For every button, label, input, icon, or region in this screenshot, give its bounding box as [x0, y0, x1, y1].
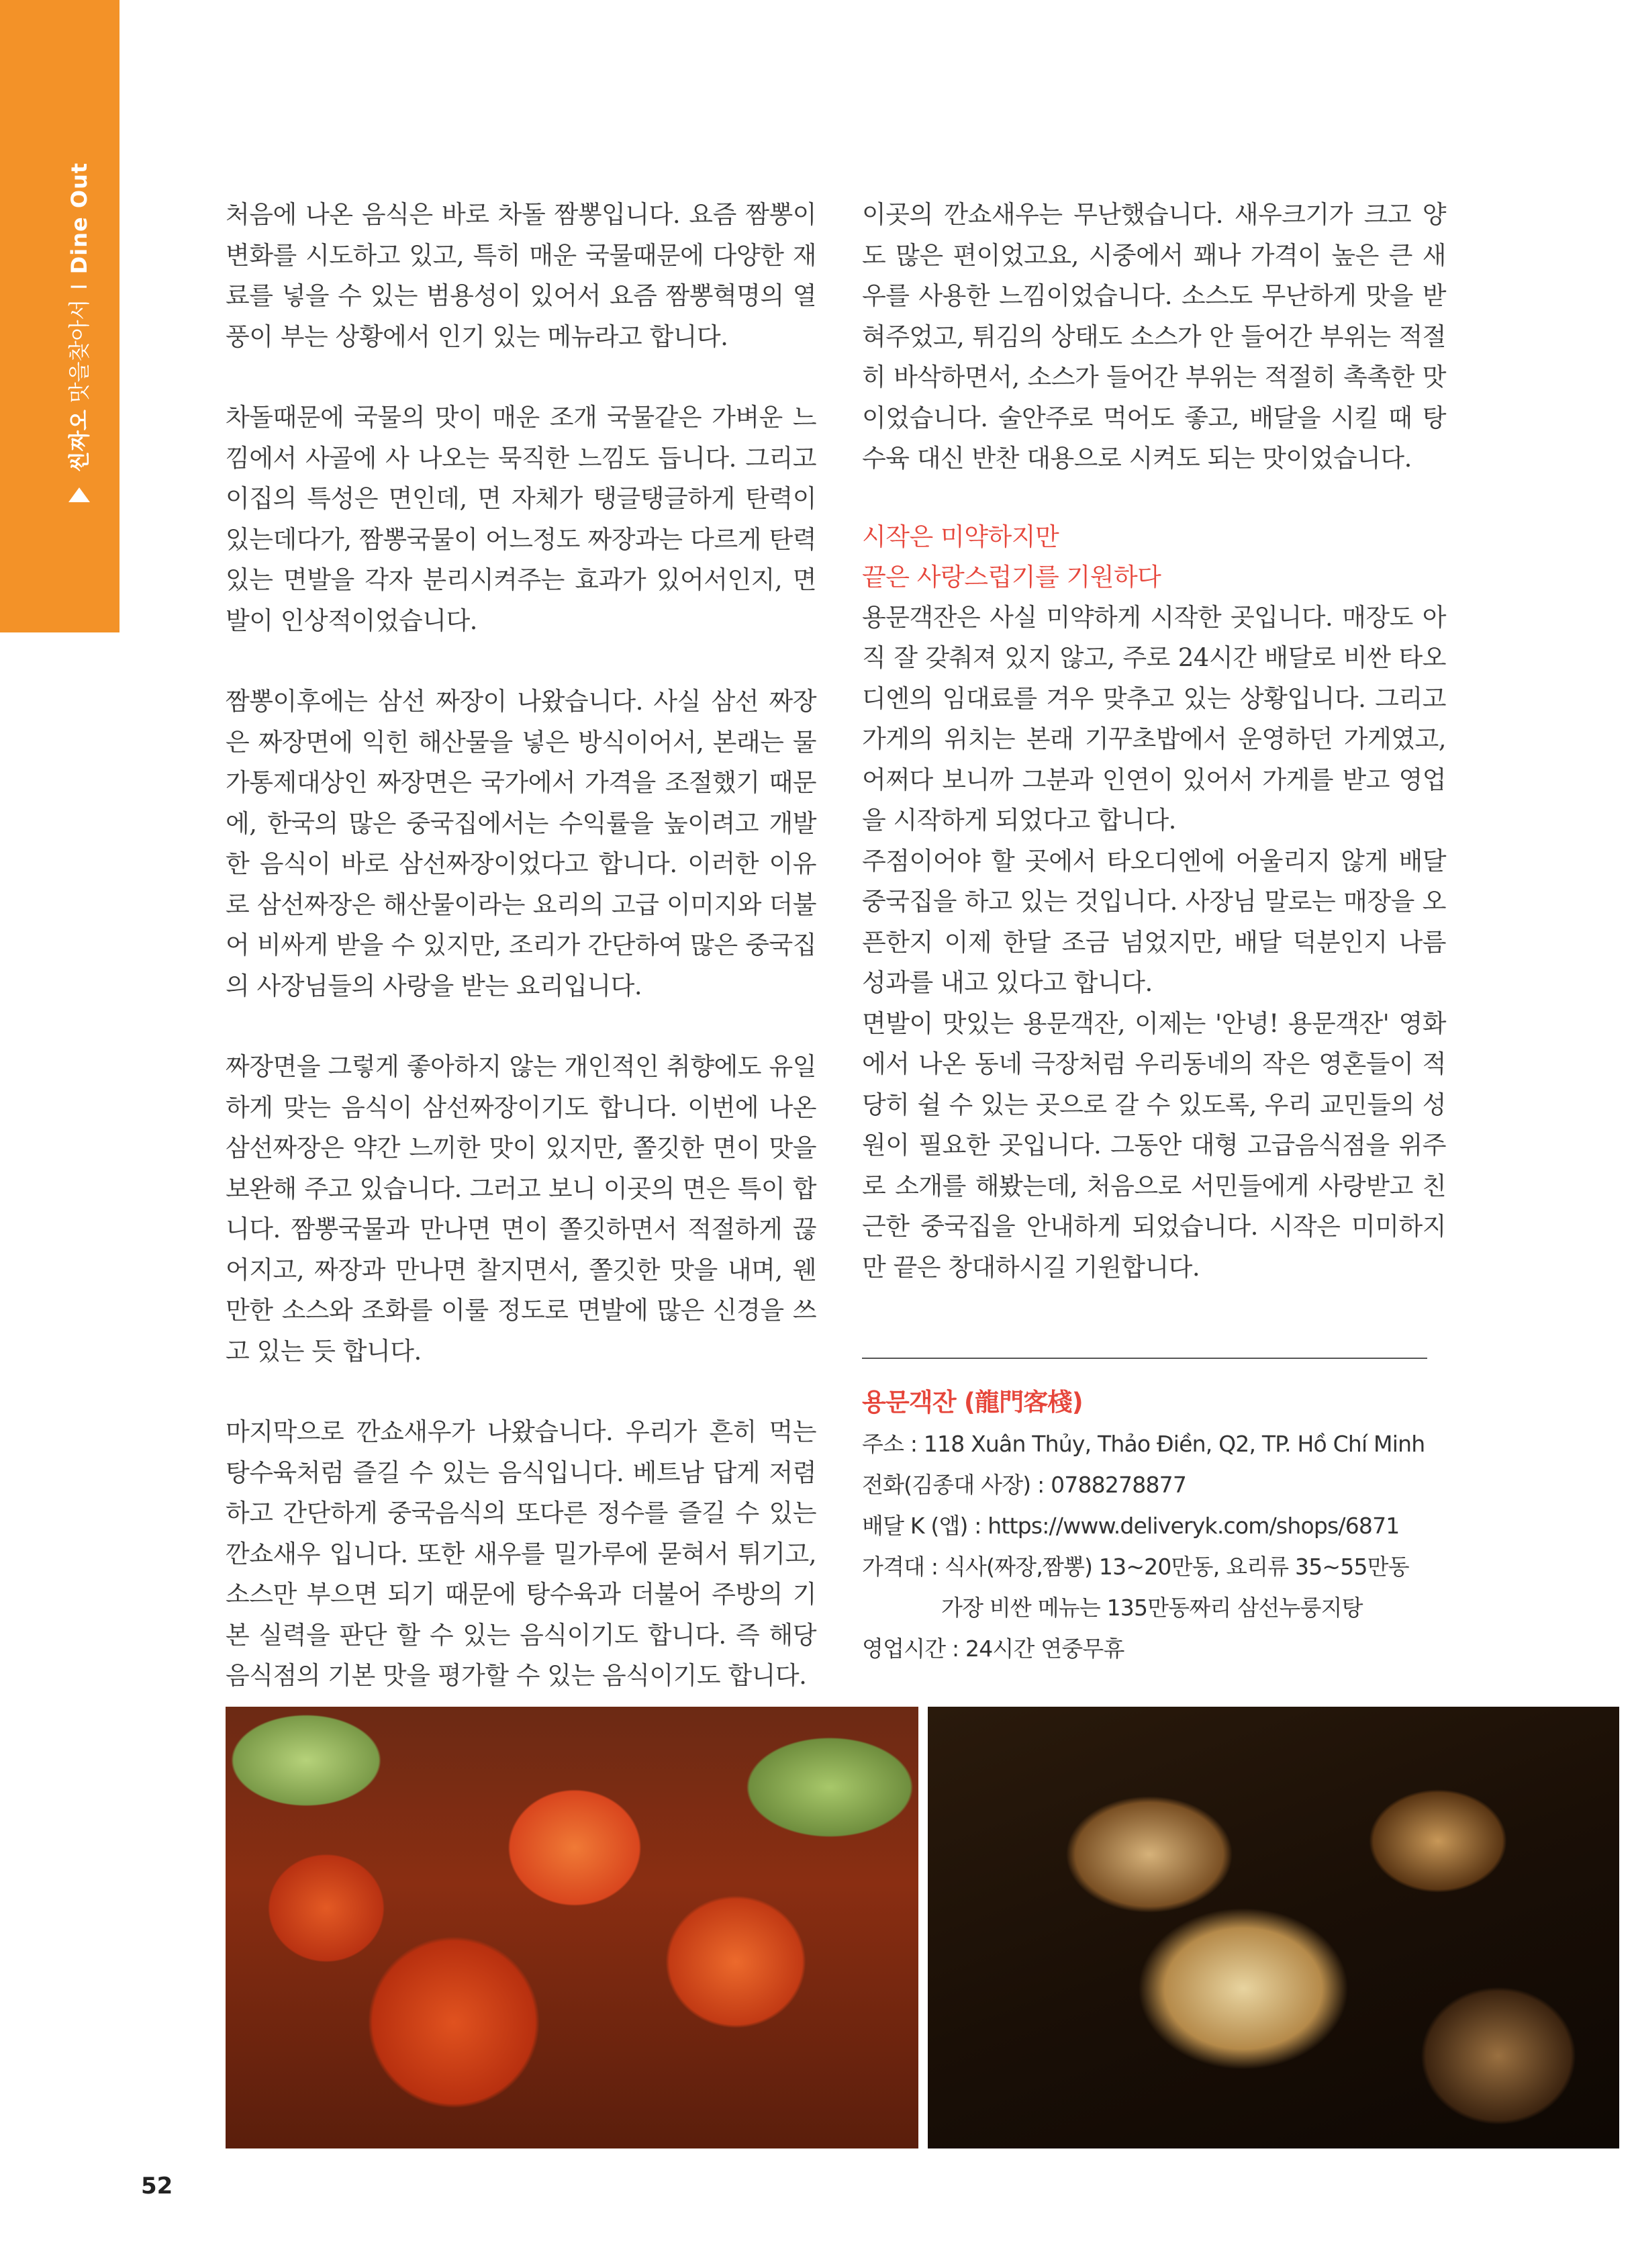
page-number: 52: [141, 2173, 173, 2200]
shop-phone: 전화(김종대 사장) : 0788278877: [862, 1472, 1187, 1498]
shrimp-dish-photo: [226, 1707, 918, 2148]
body-paragraph: 짬뽕이후에는 삼선 짜장이 나왔습니다. 사실 삼선 짜장은 짜장면에 익힌 해산물을 넣은 방식이어서, 본래는 물가통제대상인 짜장면은 국가에서 가격을 조절했기 때문에, 한국의 많은 중국집에서는 수익률을 높이려고 개발한 음식이 바로 삼선짜장이었다고 합니다. 이러한 이유로 삼선짜장은 해산물이라는 요리의 고급 이미지와 더불어 비싸게 받을 수 있지만, 조리가 간단하여 많은 중국집의 사장님들의 사랑을 받는 요리입니다.: [226, 687, 816, 1000]
shop-address: 주소 : 118 Xuân Thủy, Thảo Điền, Q2, TP. Hồ Chí Minh: [862, 1431, 1425, 1457]
shop-price-note: 가장 비싼 메뉴는 135만동짜리 삼선누룽지탕: [941, 1595, 1363, 1621]
body-paragraph: 주점이어야 할 곳에서 타오디엔에 어울리지 않게 배달 중국집을 하고 있는 것입니다. 사장님 말로는 매장을 오픈한지 이제 한달 조금 넘었지만, 배달 덕분인지 나름 성과를 내고 있다고 합니다.: [862, 846, 1446, 997]
body-paragraph: 처음에 나온 음식은 바로 차돌 짬뽕입니다. 요즘 짬뽕이 변화를 시도하고 있고, 특히 매운 국물때문에 다양한 재료를 넣을 수 있는 범용성이 있어서 요즘 짬뽕혁명의 열풍이 부는 상황에서 인기 있는 메뉴라고 합니다.: [226, 200, 816, 351]
body-paragraph: 용문객잔은 사실 미약하게 시작한 곳입니다. 매장도 아직 잘 갖춰져 있지 않고, 주로 24시간 배달로 비싼 타오디엔의 임대료를 겨우 맞추고 있는 상황입니다. 그리고 가게의 위치는 본래 기꾸초밥에서 운영하던 가게였고, 어쩌다 보니까 그분과 인연이 있어서 가게를 받고 영업을 시작하게 되었다고 합니다.: [862, 602, 1446, 835]
section-heading: 끝은 사랑스럽기를 기원하다: [862, 562, 1161, 592]
left-column: [226, 195, 816, 1737]
body-paragraph: 짜장면을 그렇게 좋아하지 않는 개인적인 취향에도 유일하게 맞는 음식이 삼선짜장이기도 합니다. 이번에 나온 삼선짜장은 약간 느끼한 맛이 있지만, 쫄깃한 면이 맛을 보완해 주고 있습니다. 그러고 보니 이곳의 면은 특이 합니다. 짬뽕국물과 만나면 면이 쫄깃하면서 적절하게 끊어지고, 짜장과 만나면 찰지면서, 쫄깃한 맛을 내며, 웬만한 소스와 조화를 이룰 정도로 면발에 많은 신경을 쓰고 있는 듯 합니다.: [226, 1052, 816, 1366]
body-paragraph: 면발이 맛있는 용문객잔, 이제는 '안녕! 용문객잔' 영화에서 나온 동네 극장처럼 우리동네의 작은 영혼들이 적당히 쉴 수 있는 곳으로 갈 수 있도록, 우리 교민들의 성원이 필요한 곳입니다. 그동안 대형 고급음식점을 위주로 소개를 해봤는데, 처음으로 서민들에게 사랑받고 친근한 중국집을 안내하게 되었습니다. 시작은 미미하지만 끝은 창대하시길 기원합니다.: [862, 1008, 1446, 1282]
shop-info: [862, 1382, 1466, 1669]
right-column: [862, 195, 1446, 1288]
section-heading: 시작은 미약하지만: [862, 522, 1059, 551]
shop-delivery: 배달 K (앱) : https://www.deliveryk.com/shops/6871: [862, 1513, 1400, 1539]
body-paragraph: 마지막으로 깐쇼새우가 나왔습니다. 우리가 흔히 먹는 탕수육처럼 즐길 수 있는 음식입니다. 베트남 답게 저렴하고 간단하게 중국음식의 또다른 정수를 즐길 수 있는 깐쇼새우 입니다. 또한 새우를 밀가루에 묻혀서 튀기고, 소스만 부으면 되기 때문에 탕수육과 더불어 주방의 기본 실력을 판단 할 수 있는 음식이기도 합니다. 즉 해당 음식점의 기본 맛을 평가할 수 있는 음식이기도 합니다.: [226, 1417, 816, 1690]
section-brand: 씬짜오: [66, 410, 92, 472]
section-name-en: Dine Out: [66, 162, 92, 275]
section-separator: I: [66, 283, 92, 290]
body-paragraph: 이곳의 깐쇼새우는 무난했습니다. 새우크기가 크고 양도 많은 편이었고요, 시중에서 꽤나 가격이 높은 큰 새우를 사용한 느낌이었습니다. 소스도 무난하게 맛을 받혀주었고, 튀김의 상태도 소스가 안 들어간 부위는 적절히 바삭하면서, 소스가 들어간 부위는 적절히 촉촉한 맛이었습니다. 술안주로 먹어도 좋고, 배달을 시킬 때 탕수육 대신 반찬 대용으로 시켜도 되는 맛이었습니다.: [862, 200, 1446, 473]
mountain-icon: [68, 487, 90, 502]
shop-name: 용문객잔 (龍門客棧): [862, 1388, 1083, 1417]
section-name-ko: 맛을찾아서: [66, 299, 92, 404]
shop-price: 가격대 : 식사(짜장,짬뽕) 13~20만동, 요리류 35~55만동: [862, 1554, 1409, 1580]
divider: [862, 1358, 1427, 1359]
seafood-jjajang-photo: [928, 1707, 1619, 2148]
section-tab: [0, 0, 119, 632]
shop-hours: 영업시간 : 24시간 연중무휴: [862, 1636, 1124, 1662]
section-tab-label: [59, 160, 99, 506]
body-paragraph: 차돌때문에 국물의 맛이 매운 조개 국물같은 가벼운 느낌에서 사골에 사 나오는 묵직한 느낌도 듭니다. 그리고 이집의 특성은 면인데, 면 자체가 탱글탱글하게 탄력이 있는데다가, 짬뽕국물이 어느정도 짜장과는 다르게 탄력있는 면발을 각자 분리시켜주는 효과가 있어서인지, 면발이 인상적이었습니다.: [226, 403, 816, 635]
